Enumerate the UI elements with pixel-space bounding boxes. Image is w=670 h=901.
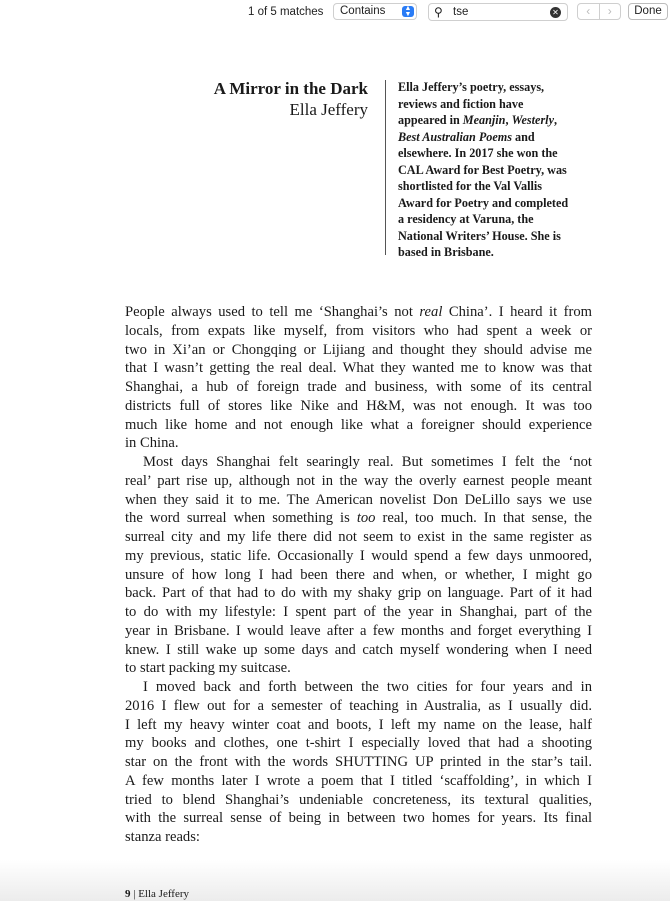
running-head: | Ella Jeffery — [133, 888, 190, 900]
text-line: that I wasn’t getting the real deal. What they wanted me to know was that — [125, 360, 592, 377]
text-line: I moved back and forth between the two cities for four years and in — [143, 679, 592, 695]
text-run: appeared in — [398, 113, 463, 127]
text-line: knew. I still wake up some days and catch myself wondering when I need — [125, 641, 592, 658]
search-query[interactable]: tse — [453, 6, 469, 18]
bio-line: Award for Poetry and completed — [398, 195, 569, 210]
divider — [385, 80, 386, 255]
text-line: year in Brisbane. I would leave after a few months and forget everything I — [125, 622, 592, 639]
text-line: A few months later I wrote a poem that I titled ‘scaffolding’, in which I — [125, 772, 592, 789]
text-line: Most days Shanghai felt searingly real. But sometimes I felt the ‘not — [143, 454, 592, 470]
text-line: to do with my lifestyle: I spent part of the year in Shanghai, part of the — [125, 604, 592, 620]
text-line: star on the front with the words SHUTTING UP printed in the star’s tail. — [125, 754, 592, 770]
article-body — [125, 303, 592, 847]
italic-text: Meanjin — [462, 113, 506, 127]
text-line: districts full of stores like Nike and H&M, was not enough. It was too — [125, 397, 592, 414]
text-line: real’ part rise up, although not in the way the overly earnest people meant — [125, 472, 592, 489]
italic-text: Westerly — [511, 113, 554, 127]
text-line: stanza reads: — [125, 829, 200, 845]
text-run: , — [505, 113, 512, 127]
bio-line: reviews and fiction have — [398, 96, 524, 111]
match-navigation — [577, 3, 621, 20]
done-button[interactable]: Done — [628, 3, 668, 20]
text-line: 2016 I flew out for a semester of teaching in Australia, as I usually did. — [125, 697, 592, 714]
match-count: 1 of 5 matches — [248, 6, 324, 18]
text-line: to start packing my suitcase. — [125, 660, 291, 677]
text-line: with the surreal sense of being in between two homes for years. Its final — [125, 810, 592, 827]
page-footer — [125, 888, 189, 900]
text-line: two in Xi’an or Chongqing or Lijiang and thought they should advise me — [125, 341, 592, 358]
next-match-button[interactable]: › — [607, 4, 612, 18]
match-mode-value: Contains — [340, 5, 386, 17]
find-bar — [0, 0, 670, 26]
text-line: my books and clothes, one t-shirt I especially loved that had a shooting — [125, 735, 592, 752]
search-icon: ⚲ — [434, 5, 443, 19]
bio-line: based in Brisbane. — [398, 245, 494, 259]
italic-text: Best Australian Poems — [398, 129, 512, 144]
bio-line: CAL Award for Best Poetry, was — [398, 162, 567, 177]
match-mode-select[interactable] — [333, 3, 417, 20]
text-run: real, too much. In that sense, the — [375, 510, 592, 527]
bio-line: Ella Jeffery’s poetry, essays, — [398, 80, 545, 94]
previous-match-button[interactable]: ‹ — [578, 4, 600, 19]
bio-line: a residency at Varuna, the — [398, 212, 534, 226]
paragraph — [125, 453, 592, 678]
paragraph — [125, 303, 592, 453]
text-run: People always used to tell me ‘Shanghai’s not — [125, 304, 420, 320]
text-line: my previous, static life. Occasionally I would spend a few days unmoored, — [125, 547, 592, 564]
page-bottom-shadow — [0, 860, 670, 901]
text-line: locals, from expats like myself, from visitors who had spent a week or — [125, 322, 592, 339]
text-line: Shanghai, a hub of foreign trade and business, with some of its central — [125, 379, 592, 395]
chevron-updown-icon: ▲ ▼ — [402, 6, 414, 17]
text-line: I left my heavy winter coat and boots, I left my name on the lease, half — [125, 716, 592, 733]
text-line: tried to blend Shanghai’s undeniable concreteness, its textural qualities, — [125, 791, 592, 808]
text-line: back. Part of that had to do with my shaky grip on language. Part of it had — [125, 585, 592, 602]
article-title: A Mirror in the Dark — [213, 79, 368, 98]
paragraph — [125, 678, 592, 847]
clear-search-icon[interactable]: ✕ — [550, 7, 561, 18]
text-line — [125, 303, 592, 322]
author-bio — [398, 79, 598, 261]
italic-text: real — [419, 304, 443, 320]
text-run: China’. I heard it from — [442, 304, 593, 320]
article-author: Ella Jeffery — [289, 100, 368, 119]
text-line: unsure of how long I had been there and when, or whether, I might go — [125, 566, 592, 583]
bio-line: shortlisted for the Val Vallis — [398, 179, 543, 193]
text-line — [125, 509, 592, 528]
text-line: much like home and not enough like what a foreigner should experience — [125, 416, 592, 433]
bio-line — [398, 112, 598, 129]
bio-line: National Writers’ House. She is — [398, 228, 561, 243]
search-input[interactable] — [428, 3, 568, 21]
text-line: when they said it to me. The American novelist Don DeLillo says we use — [125, 491, 592, 508]
text-line: surreal city and my life there did not seem to exist in the same register as — [125, 529, 592, 545]
italic-text: too — [356, 510, 376, 527]
page-number: 9 — [125, 888, 131, 900]
bio-line: elsewhere. In 2017 she won the — [398, 146, 558, 160]
text-run: the word surreal when something is — [125, 510, 357, 527]
text-run: and — [512, 129, 535, 144]
text-line: in China. — [125, 435, 179, 452]
bio-line — [398, 129, 598, 146]
text-run: , — [553, 113, 558, 127]
